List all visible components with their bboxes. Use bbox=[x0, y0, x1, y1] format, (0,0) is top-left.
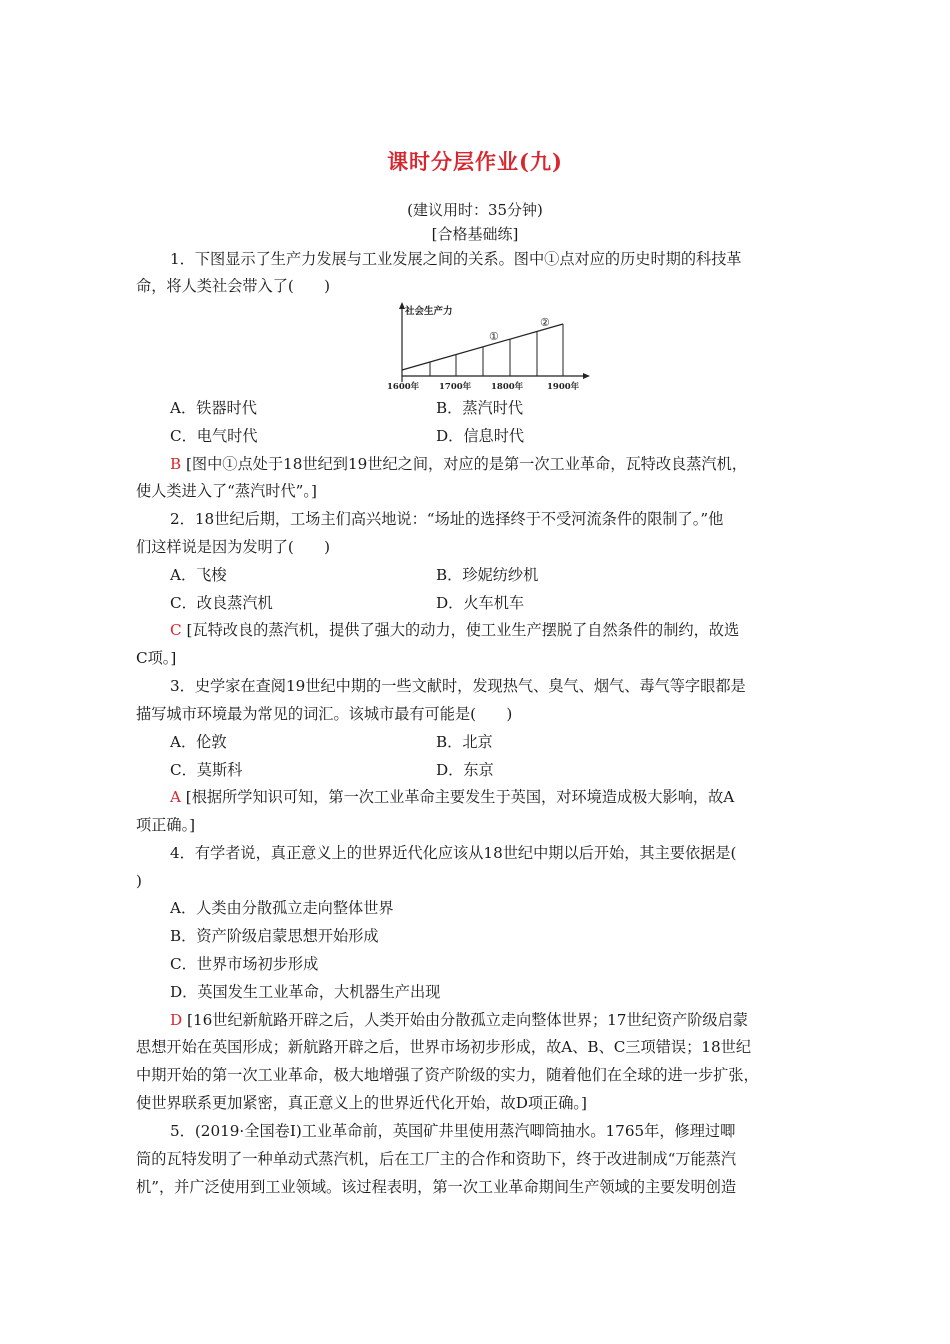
q2-option-a: A．飞梭 bbox=[170, 566, 227, 584]
q2-stem-line1: 2．18世纪后期，工场主们高兴地说：“场址的选择终于不受河流条件的限制了。”他 bbox=[170, 510, 724, 528]
q3-explanation-line2: 项正确。] bbox=[136, 816, 196, 834]
q2-explanation-text: [瓦特改良的蒸汽机，提供了强大的动力，使工业生产摆脱了自然条件的制约，故选 bbox=[186, 621, 740, 639]
q4-explanation-text: [16世纪新航路开辟之后，人类开始由分散孤立走向整体世界；17世纪资产阶级启蒙 bbox=[187, 1011, 748, 1029]
q4-option-c: C．世界市场初步形成 bbox=[170, 955, 319, 973]
q5-stem-line2: 筒的瓦特发明了一种单动式蒸汽机，后在工厂主的合作和资助下，终于改进制成“万能蒸汽 bbox=[136, 1150, 737, 1168]
q2-answer: C bbox=[170, 621, 182, 639]
q4-stem-line1: 4．有学者说，真正意义上的世界近代化应该从18世纪中期以后开始，其主要依据是( bbox=[170, 844, 737, 862]
q3-explanation-line1 bbox=[170, 787, 734, 807]
q4-option-d: D．英国发生工业革命，大机器生产出现 bbox=[170, 983, 441, 1001]
q2-explanation-line2: C项。] bbox=[136, 649, 177, 667]
productivity-figure bbox=[385, 300, 595, 396]
q2-stem-line2: 们这样说是因为发明了( ) bbox=[136, 538, 331, 556]
q2-option-c: C．改良蒸汽机 bbox=[170, 594, 273, 612]
x-tick-label: 1700年 bbox=[439, 382, 472, 392]
q5-stem-line3: 机”，并广泛使用到工业领域。该过程表明，第一次工业革命期间生产领域的主要发明创造 bbox=[136, 1178, 737, 1196]
point-2-label: ② bbox=[540, 316, 550, 329]
q1-option-a: A．铁器时代 bbox=[170, 399, 257, 417]
q2-option-b: B．珍妮纺纱机 bbox=[436, 566, 539, 584]
q4-option-b: B．资产阶级启蒙思想开始形成 bbox=[170, 927, 379, 945]
q1-option-b: B．蒸汽时代 bbox=[436, 399, 524, 417]
x-tick-label: 1900年 bbox=[547, 382, 580, 392]
q3-option-c: C．莫斯科 bbox=[170, 761, 243, 779]
page-title: 课时分层作业(九) bbox=[387, 149, 563, 174]
q3-option-b: B．北京 bbox=[436, 733, 493, 751]
q3-stem-line1: 3．史学家在查阅19世纪中期的一些文献时，发现热气、臭气、烟气、毒气等字眼都是 bbox=[170, 677, 746, 695]
q1-explanation-line1 bbox=[170, 454, 747, 474]
q4-explanation-line2: 思想开始在英国形成；新航路开辟之后，世界市场初步形成，故A、B、C三项错误；18世纪 bbox=[136, 1038, 752, 1056]
x-axis-arrow bbox=[583, 373, 590, 379]
q1-explanation-line2: 使人类进入了“蒸汽时代”。] bbox=[136, 482, 317, 500]
q4-explanation-line3: 中期开始的第一次工业革命，极大地增强了资产阶级的实力，随着他们在全球的进一步扩张， bbox=[136, 1066, 759, 1084]
q5-stem-line1: 5．(2019·全国卷Ⅰ)工业革命前，英国矿井里使用蒸汽唧筒抽水。1765年，修理过唧 bbox=[170, 1122, 736, 1140]
q3-stem-line2: 描写城市环境最为常见的词汇。该城市最有可能是( ) bbox=[136, 705, 513, 723]
q4-stem-line2: ) bbox=[136, 872, 142, 890]
q2-option-d: D．火车机车 bbox=[436, 594, 525, 612]
q4-explanation-line4: 使世界联系更加紧密，真正意义上的世界近代化开始，故D项正确。] bbox=[136, 1094, 587, 1112]
q3-option-a: A．伦敦 bbox=[170, 733, 227, 751]
q4-option-a: A．人类由分散孤立走向整体世界 bbox=[170, 899, 394, 917]
x-tick-label: 1800年 bbox=[491, 382, 524, 392]
q1-stem-line2: 命，将人类社会带入了( ) bbox=[136, 277, 331, 295]
y-axis-label: 社会生产力 bbox=[405, 306, 453, 317]
x-tick-label: 1600年 bbox=[387, 382, 420, 392]
q3-option-d: D．东京 bbox=[436, 761, 494, 779]
q3-answer: A bbox=[170, 788, 181, 806]
q1-answer: B bbox=[170, 455, 182, 473]
q3-explanation-text: [根据所学知识可知，第一次工业革命主要发生于英国，对环境造成极大影响，故A bbox=[185, 788, 735, 806]
q1-option-c: C．电气时代 bbox=[170, 427, 258, 445]
point-1-label: ① bbox=[489, 330, 499, 343]
q4-explanation-line1 bbox=[170, 1010, 748, 1030]
q1-stem-line1: 1．下图显示了生产力发展与工业发展之间的关系。图中①点对应的历史时期的科技革 bbox=[170, 250, 742, 268]
q1-option-d: D．信息时代 bbox=[436, 427, 525, 445]
q1-explanation-text: [图中①点处于18世纪到19世纪之间，对应的是第一次工业革命，瓦特改良蒸汽机， bbox=[186, 455, 747, 473]
q2-explanation-line1 bbox=[170, 620, 739, 640]
time-hint: (建议用时：35分钟) bbox=[407, 201, 543, 219]
q4-answer: D bbox=[170, 1011, 183, 1029]
section-label: [合格基础练] bbox=[431, 225, 519, 243]
